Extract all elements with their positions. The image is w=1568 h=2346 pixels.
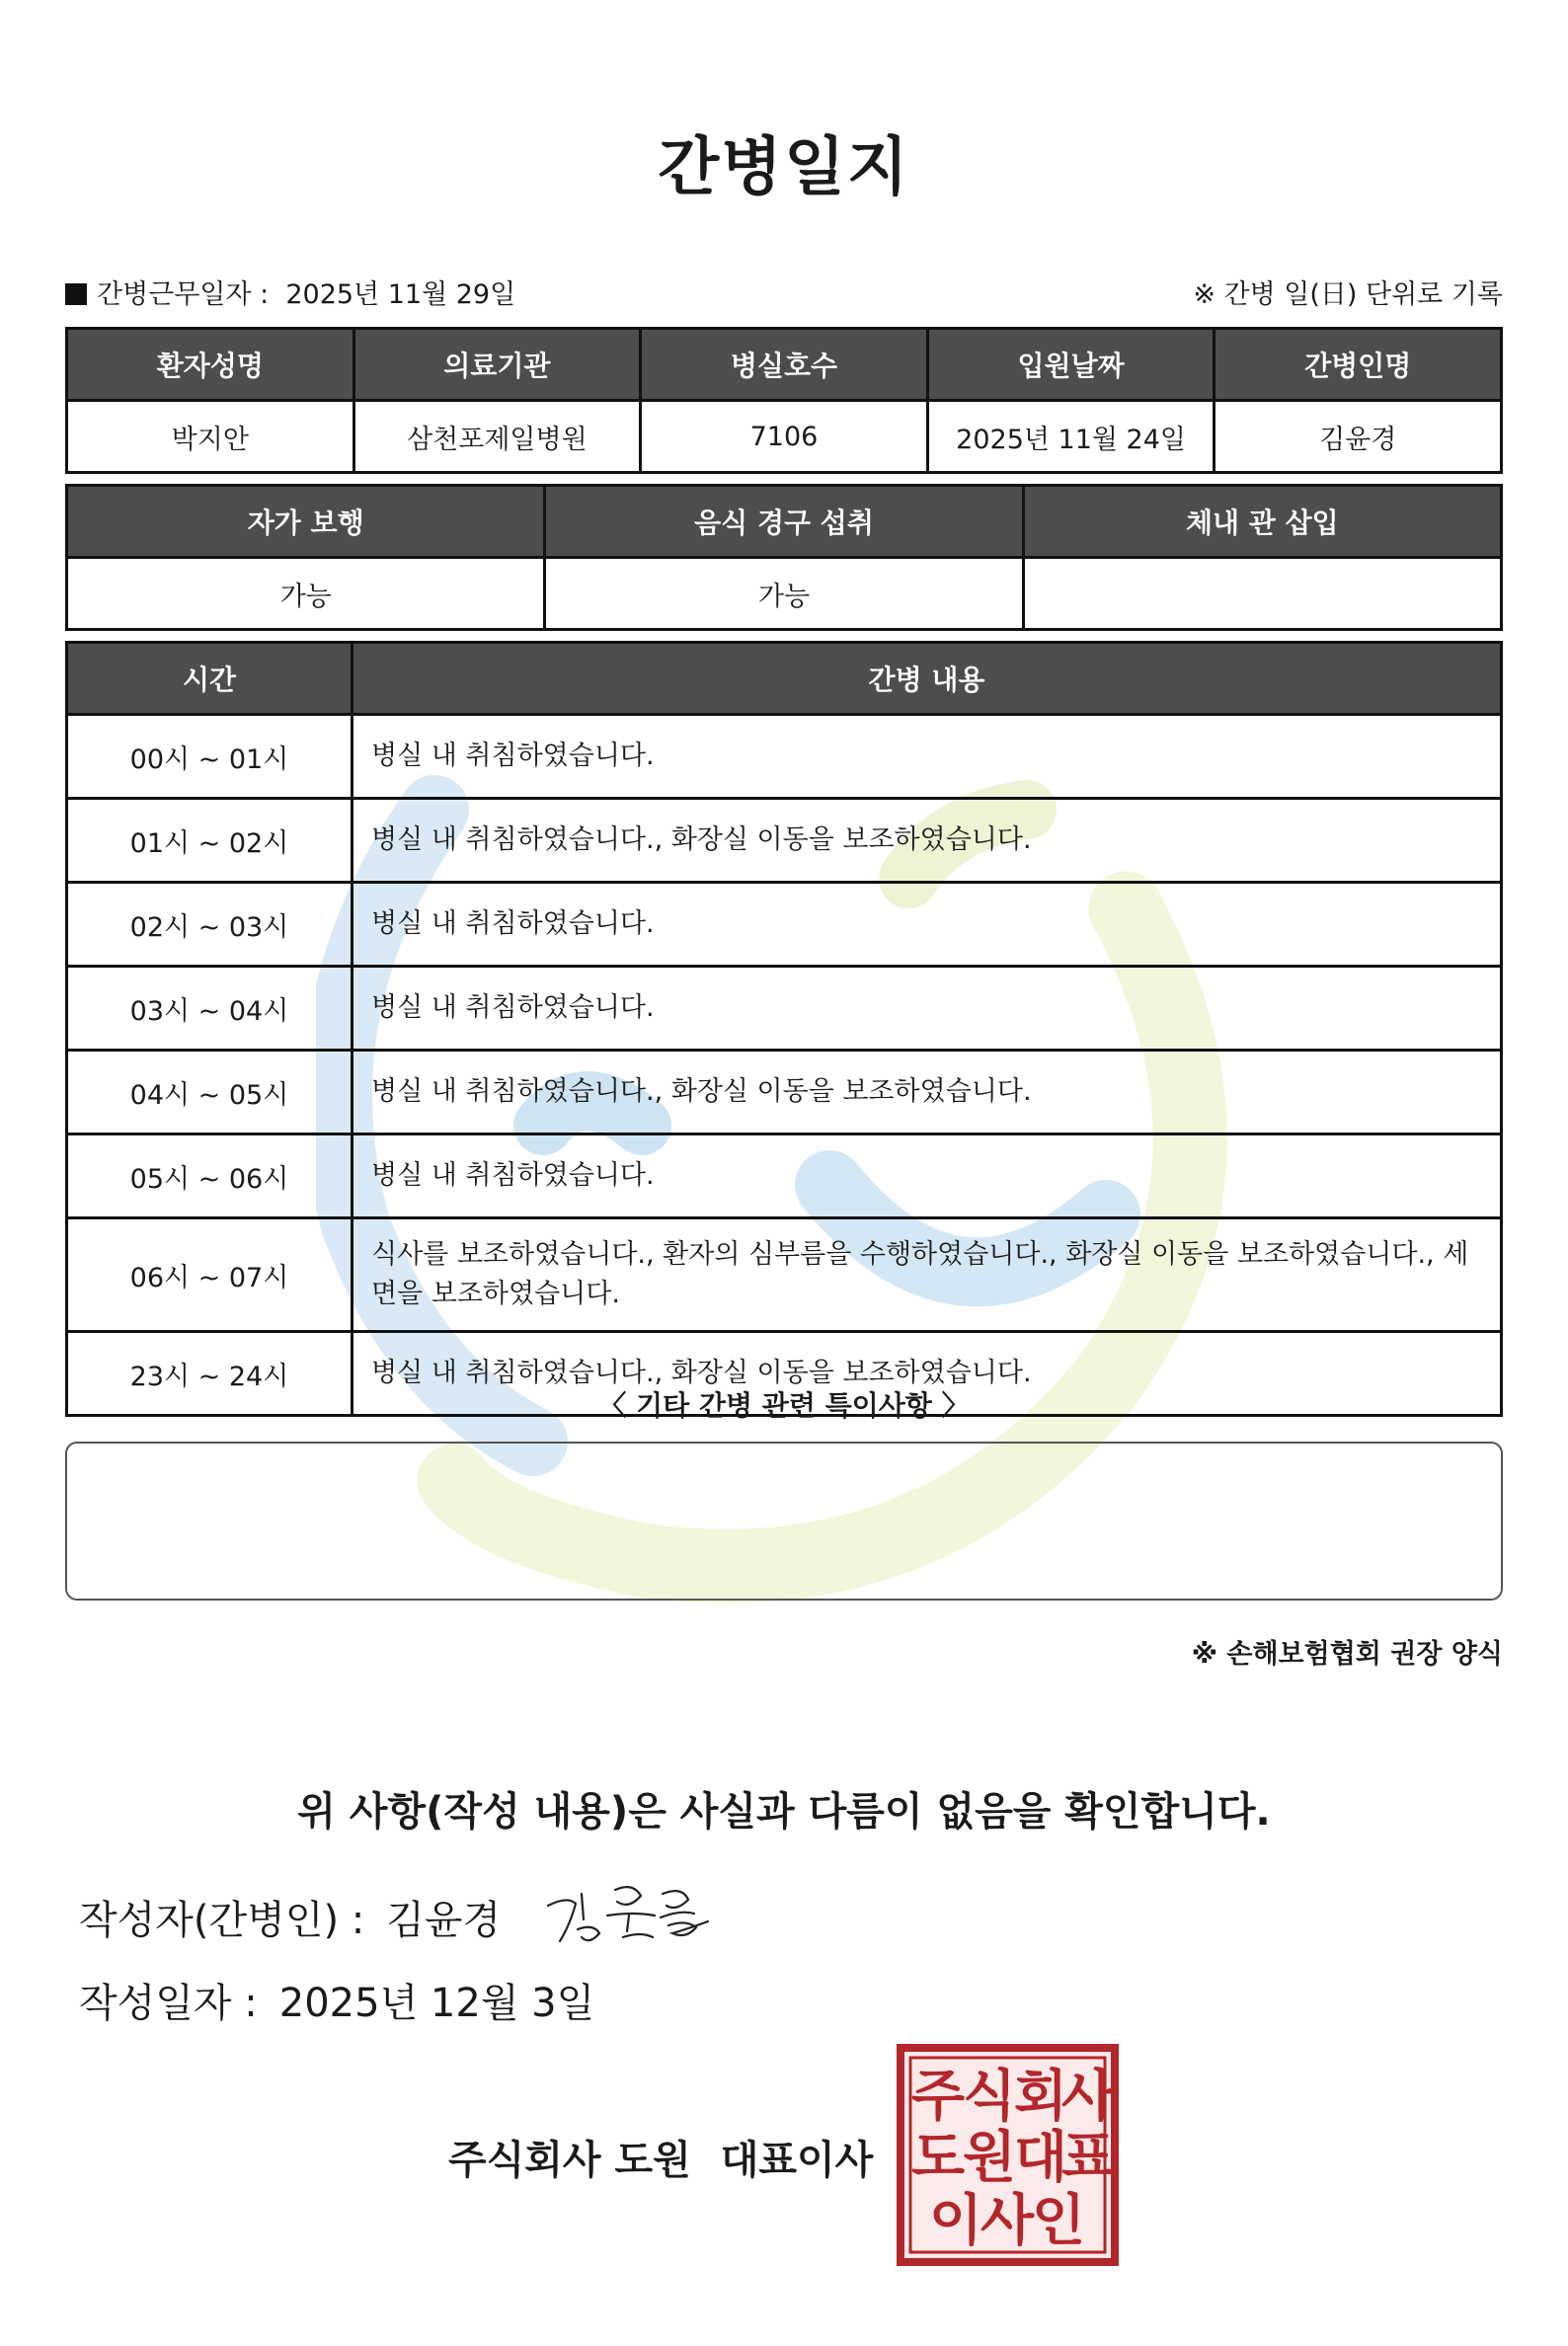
log-time: 00시 ~ 01시 (67, 715, 353, 799)
table-row (67, 1051, 1502, 1134)
unit-note: ※ 간병 일(日) 단위로 기록 (1193, 279, 1503, 310)
patient-info-table (65, 327, 1503, 474)
svg-text:식: 식 (962, 2065, 1017, 2129)
form-note: ※ 손해보험협회 권장 양식 (1191, 1639, 1503, 1670)
caregiver-name-value: 김윤경 (1215, 401, 1502, 473)
svg-text:사: 사 (980, 2189, 1035, 2253)
work-date-line (65, 273, 515, 311)
svg-text:주: 주 (910, 2065, 966, 2129)
hospital-header: 의료기관 (353, 329, 641, 401)
writer-name: 김윤경 (386, 1898, 502, 1943)
room-number-header: 병실호수 (641, 329, 928, 401)
written-date-label: 작성일자 : (79, 1981, 258, 2026)
log-content: 병실 내 취침하였습니다. (353, 883, 1502, 967)
table-row (67, 715, 1502, 799)
table-row (67, 799, 1502, 883)
writer-line (79, 1889, 501, 1945)
written-date-line (79, 1972, 594, 2028)
patient-status-table (65, 484, 1503, 631)
admission-date-header: 입원날짜 (927, 329, 1215, 401)
self-walking-value: 가능 (67, 558, 545, 630)
svg-text:원: 원 (962, 2126, 1017, 2190)
log-content: 병실 내 취침하였습니다. (353, 967, 1502, 1051)
company-signature (448, 2129, 873, 2185)
log-time: 01시 ~ 02시 (67, 799, 353, 883)
written-date-value: 2025년 12월 3일 (278, 1981, 595, 2026)
tube-insertion-value (1023, 558, 1501, 630)
care-log-table (65, 641, 1503, 1417)
log-content: 병실 내 취침하였습니다., 화장실 이동을 보조하였습니다. (353, 1051, 1502, 1134)
remarks-box (65, 1442, 1503, 1601)
svg-text:이: 이 (928, 2189, 983, 2253)
log-content: 병실 내 취침하였습니다. (353, 715, 1502, 799)
log-content: 병실 내 취침하였습니다. (353, 1134, 1502, 1218)
oral-intake-header: 음식 경구 섭취 (545, 486, 1023, 558)
log-content: 병실 내 취침하였습니다., 화장실 이동을 보조하였습니다. (353, 1332, 1502, 1416)
table-row (67, 1218, 1502, 1332)
caregiver-name-header: 간병인명 (1215, 329, 1502, 401)
company-title: 대표이사 (720, 2138, 874, 2183)
patient-name-header: 환자성명 (67, 329, 354, 401)
self-walking-header: 자가 보행 (67, 486, 545, 558)
log-time: 06시 ~ 07시 (67, 1218, 353, 1332)
room-number-value: 7106 (641, 401, 928, 473)
log-content: 식사를 보조하였습니다., 환자의 심부름을 수행하였습니다., 화장실 이동을 보조하였습니다., 세면을 보조하였습니다. (353, 1218, 1502, 1332)
svg-text:인: 인 (1031, 2189, 1086, 2253)
confirmation-statement: 위 사항(작성 내용)은 사실과 다름이 없음을 확인합니다. (297, 1789, 1271, 1835)
svg-text:사: 사 (1060, 2065, 1116, 2129)
table-row (67, 883, 1502, 967)
log-content: 병실 내 취침하였습니다., 화장실 이동을 보조하였습니다. (353, 799, 1502, 883)
company-seal (897, 2044, 1119, 2266)
table-row (67, 967, 1502, 1051)
svg-text:대: 대 (1013, 2126, 1068, 2190)
log-time: 05시 ~ 06시 (67, 1134, 353, 1218)
svg-text:회: 회 (1013, 2065, 1068, 2129)
oral-intake-value: 가능 (545, 558, 1023, 630)
writer-label: 작성자(간병인) : (79, 1898, 365, 1943)
remarks-title: 〈 기타 간병 관련 특이사항 〉 (598, 1389, 970, 1422)
time-header: 시간 (67, 643, 353, 715)
log-time: 02시 ~ 03시 (67, 883, 353, 967)
company-name: 주식회사 도원 (448, 2138, 691, 2183)
svg-text:도: 도 (910, 2126, 966, 2190)
table-row (67, 1134, 1502, 1218)
care-content-header: 간병 내용 (353, 643, 1502, 715)
log-time: 23시 ~ 24시 (67, 1332, 353, 1416)
black-square-icon (65, 283, 87, 305)
work-date-label: 간병근무일자 : (97, 279, 270, 310)
admission-date-value: 2025년 11월 24일 (927, 401, 1215, 473)
tube-insertion-header: 체내 관 삽입 (1023, 486, 1501, 558)
log-time: 04시 ~ 05시 (67, 1051, 353, 1134)
svg-text:표: 표 (1060, 2126, 1116, 2190)
log-time: 03시 ~ 04시 (67, 967, 353, 1051)
handwritten-signature (538, 1876, 716, 1961)
hospital-value: 삼천포제일병원 (353, 401, 641, 473)
patient-name-value: 박지안 (67, 401, 354, 473)
work-date-value: 2025년 11월 29일 (285, 279, 516, 310)
document-title: 간병일지 (658, 131, 910, 204)
